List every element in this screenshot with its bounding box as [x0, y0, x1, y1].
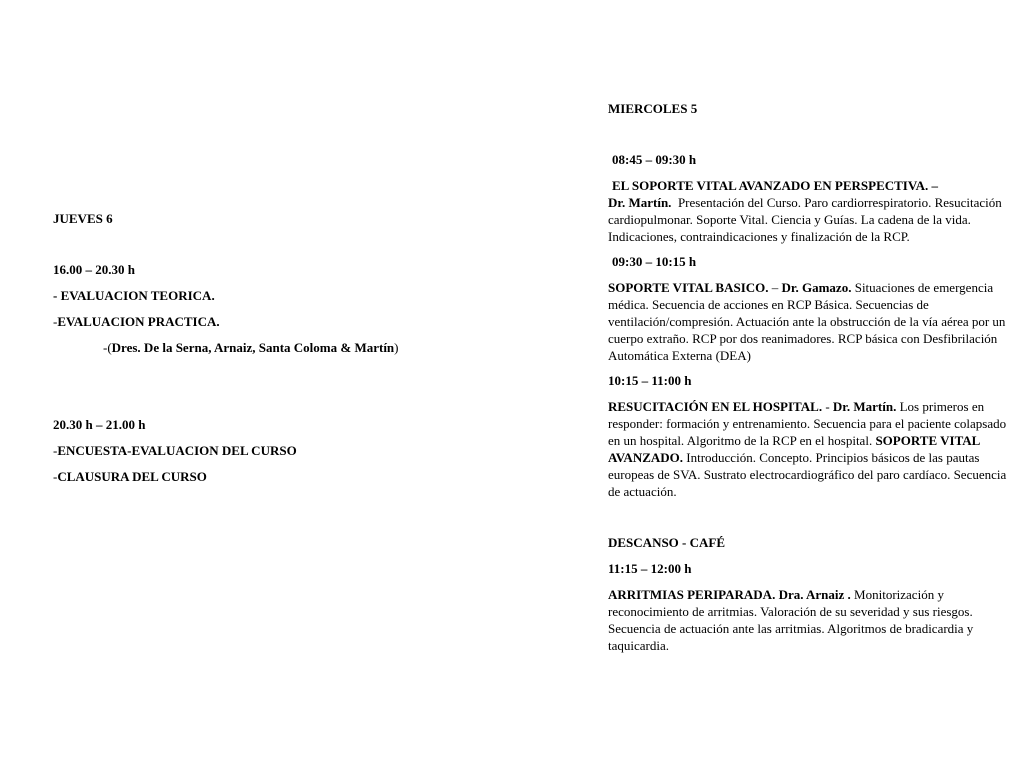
agenda-item: - EVALUACION TEORICA.	[53, 288, 215, 303]
time-slot: 08:45 – 09:30 h	[612, 152, 697, 167]
agenda-item: -ENCUESTA-EVALUACION DEL CURSO	[53, 443, 297, 458]
day-title-miercoles: MIERCOLES 5	[608, 101, 698, 116]
time-slot: 09:30 – 10:15 h	[612, 254, 697, 269]
break-title: DESCANSO - CAFÉ	[608, 535, 726, 550]
agenda-item: -CLAUSURA DEL CURSO	[53, 469, 207, 484]
session-description: RESUCITACIÓN EN EL HOSPITAL. - Dr. Martín. Los primeros en responder: formación y entrenamiento. Secuencia para el paciente colapsado en un hospital. Algoritmo de la RCP en el hospital. SOPORTE VITAL AVANZADO. Introducción. Concepto. Principios básicos de las pautas europeas de SVA. Sustrato electrocardiográfico del paro cardíaco. Secuencia de actuación.	[608, 399, 1007, 499]
agenda-item: -EVALUACION PRACTICA.	[53, 314, 220, 329]
time-slot: 20.30 h – 21.00 h	[53, 417, 146, 432]
right-column	[608, 100, 1016, 654]
time-slot: 10:15 – 11:00 h	[608, 373, 692, 388]
day-title-jueves: JUEVES 6	[53, 211, 113, 226]
time-slot: 16.00 – 20.30 h	[53, 262, 135, 277]
session-description: ARRITMIAS PERIPARADA. Dra. Arnaiz . Monitorización y reconocimiento de arritmias. Valoración de su severidad y sus riesgos. Secuencia de actuación ante las arritmias. Algoritmos de bradicardia y taquicardia.	[608, 587, 974, 653]
left-column	[53, 210, 493, 485]
session-description: EL SOPORTE VITAL AVANZADO EN PERSPECTIVA. – Dr. Martín. Presentación del Curso. Paro cardiorrespiratorio. Resucitación cardiopulmonar. Soporte Vital. Ciencia y Guías. La cadena de la vida. Indicaciones, contraindicaciones y finalización de la RCP.	[608, 178, 1002, 244]
agenda-item-speakers: -(Dres. De la Serna, Arnaiz, Santa Coloma & Martín)	[103, 340, 399, 355]
time-slot: 11:15 – 12:00 h	[608, 561, 692, 576]
session-description: SOPORTE VITAL BASICO. – Dr. Gamazo. Situaciones de emergencia médica. Secuencia de acciones en RCP Básica. Secuencias de ventilación/compresión. Actuación ante la obstrucción de la vía aérea por un cuerpo extraño. RCP por dos reanimadores. RCP básica con Desfibrilación Automática Externa (DEA)	[608, 280, 1006, 363]
